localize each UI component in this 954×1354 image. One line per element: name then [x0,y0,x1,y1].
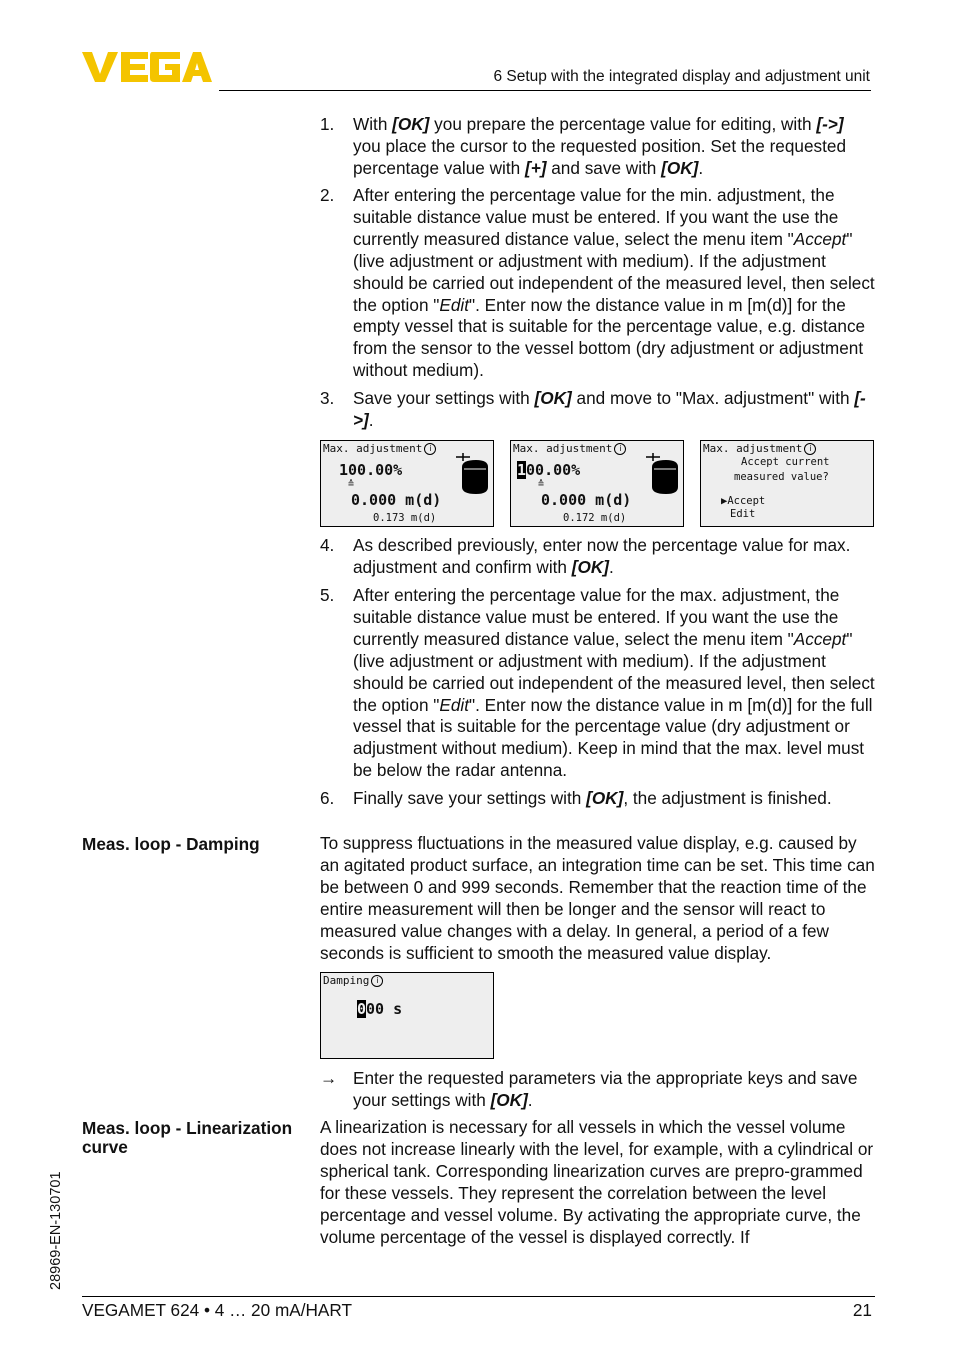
lcd-percent: 100.00% [517,461,581,479]
step-5: 5. After entering the percentage value for the max. adjustment, the suitable distance value must be entered. If you want the use the currently measured distance value, select the menu item "Accept" (live adjustment or adjustment with medium). If the adjustment should be carried out independent of the measured level, then select the option "Edit". Enter now the distance value in m [m(d)] for the full vessel that is suitable for the percentage value (dry adjustment or adjustment without medium). Keep in mind that the max. level must be below the radar antenna. [320,585,875,781]
lcd-accept-dialog [700,440,874,527]
tank-icon [644,451,680,495]
lcd-question-2: measured value? [734,471,829,483]
info-icon: i [371,975,383,987]
page-number: 21 [852,1300,872,1320]
damping-heading: Meas. loop - Damping [82,834,260,854]
lcd-option-edit: Edit [730,508,756,520]
lcd-title: Max. adjustment i [513,442,626,455]
selection-marker-icon: ▶ [721,495,728,507]
lcd-equals: ≙ [348,479,355,490]
arrow-icon: → [320,1068,338,1088]
info-icon: i [804,443,816,455]
footer-rule [82,1296,875,1297]
lcd-distance: 0.000 m(d) [541,491,632,509]
lcd-cursor: 0 [357,1000,367,1018]
linearization-heading: Meas. loop - Linearization curve [82,1118,293,1157]
lcd-max-adjustment-1 [320,440,494,527]
lcd-title: Damping i [323,974,383,987]
step-6: 6. Finally save your settings with [OK], the adjustment is finished. [320,788,832,808]
lcd-title: Max. adjustment i [703,442,816,455]
tank-icon [454,451,490,495]
lcd-option-accept: ▶Accept [721,495,766,507]
lcd-live-value: 0.173 m(d) [373,512,437,524]
lcd-cursor: 1 [517,461,527,479]
vega-logo [82,50,212,84]
linearization-text: A linearization is necessary for all vessels in which the vessel volume does not increase linearly with the level, for example, with a cylindrical or spherical tank. Corresponding linearization curves are prepro-grammed for these vessels. They represent the correlation between the level percentage and vessel volume. By activating the appropriate curve, the volume percentage of the vessel is displayed correctly. If [320,1117,874,1247]
lcd-max-adjustment-2 [510,440,684,527]
lcd-equals: ≙ [538,479,545,490]
damping-instruction: → Enter the requested parameters via the appropriate keys and save your settings with [OK]. [320,1068,858,1110]
lcd-damping-value: 000 s [357,1000,403,1018]
lcd-percent: 100.00% [339,461,403,479]
lcd-live-value: 0.172 m(d) [563,512,627,524]
info-icon: i [614,443,626,455]
step-1: 1. With [OK] you prepare the percentage value for editing, with [->] you place the cursor to the requested position. Set the requested percentage value with [+] and save with [OK]. [320,114,847,178]
lcd-distance: 0.000 m(d) [351,491,442,509]
damping-text: To suppress fluctuations in the measured value display, e.g. caused by an agitated product surface, an integration time can be set. This time can be between 0 and 999 seconds. Remember that the reaction time of the entire measurement will then be longer and the sensor will react to measured value changes with a delay. In general, a period of a few seconds is sufficient to smooth the measured value display. [320,833,875,963]
step-4: 4. As described previously, enter now the percentage value for max. adjustment and confirm with [OK]. [320,535,851,577]
step-3: 3. Save your settings with [OK] and move to "Max. adjustment" with [->]. [320,388,866,430]
header-rule [219,90,871,91]
lcd-title: Max. adjustment i [323,442,436,455]
info-icon: i [424,443,436,455]
step-2: 2. After entering the percentage value for the min. adjustment, the suitable distance value must be entered. If you want the use the currently measured distance value, select the menu item "Accept" (live adjustment or adjustment with medium). If the adjustment should be carried out independent of the measured level, then select the option "Edit". Enter now the distance value in m [m(d)] for the empty vessel that is suitable for the percentage value, e.g. distance from the sensor to the vessel bottom (dry adjustment or adjustment without medium). [320,185,875,381]
lcd-question-1: Accept current [741,456,830,468]
lcd-damping [320,972,494,1059]
footer-product: VEGAMET 624 • 4 … 20 mA/HART [82,1300,352,1320]
section-header: 6 Setup with the integrated display and adjustment unit [493,68,870,85]
document-id: 28969-EN-130701 [48,1171,64,1290]
